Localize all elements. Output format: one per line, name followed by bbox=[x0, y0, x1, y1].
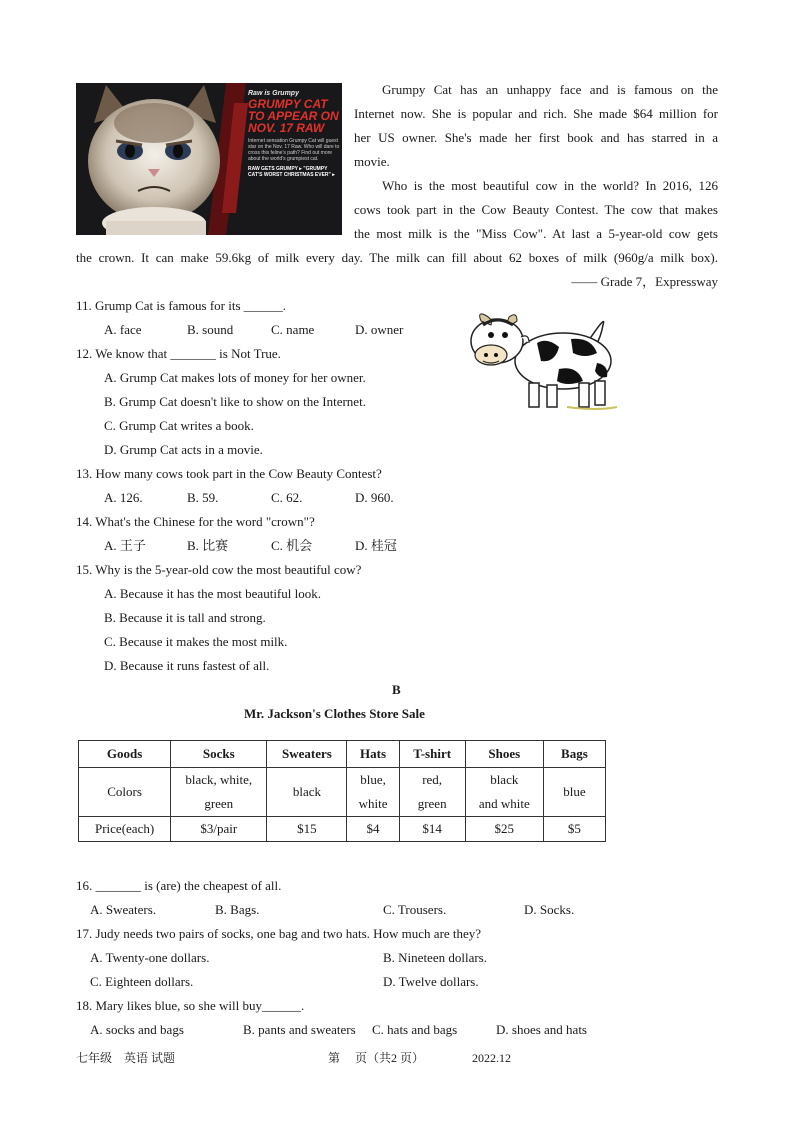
table-row-colors bbox=[79, 768, 606, 817]
question-17-option-b[interactable]: B. Nineteen dollars. bbox=[383, 950, 487, 965]
table-header-cell: Hats bbox=[347, 741, 399, 768]
question-16-option-c[interactable]: C. Trousers. bbox=[383, 902, 447, 917]
table-header-cell: Socks bbox=[171, 741, 267, 768]
cell-line: red, bbox=[422, 772, 443, 787]
poster-body: Internet sensation Grumpy Cat will guest star on the Nov. 17 Raw. Who will dare to cross this feline's path? Find out more about the world's grumpiest cat. bbox=[248, 138, 340, 162]
question-13-option-c[interactable]: C. 62. bbox=[271, 490, 303, 505]
table-cell: black bbox=[267, 768, 347, 817]
section-b-title: Mr. Jackson's Clothes Store Sale bbox=[244, 706, 425, 721]
clothes-price-table bbox=[78, 740, 606, 842]
question-13-stem: 13. How many cows took part in the Cow Beauty Contest? bbox=[76, 466, 382, 481]
cell-line: black bbox=[490, 772, 519, 787]
question-18-option-d[interactable]: D. shoes and hats bbox=[496, 1022, 587, 1037]
passage-line-4: movie. bbox=[354, 154, 390, 169]
cell-line: and white bbox=[478, 796, 530, 811]
table-cell bbox=[171, 768, 267, 817]
question-13-option-a[interactable]: A. 126. bbox=[104, 490, 143, 505]
table-header-cell: Sweaters bbox=[267, 741, 347, 768]
poster-kicker: Raw is Grumpy bbox=[248, 90, 299, 97]
poster-headline: GRUMPY CAT TO APPEAR ON NOV. 17 RAW bbox=[248, 97, 339, 135]
poster-tagline: RAW GETS GRUMPY ▸ "GRUMPY CAT'S WORST CHRISTMAS EVER" ▸ bbox=[248, 166, 335, 178]
question-14-option-d[interactable]: D. 桂冠 bbox=[355, 538, 397, 553]
table-cell: $15 bbox=[267, 817, 347, 842]
passage-line-1: Grumpy Cat has an unhappy face and is famous on the bbox=[382, 82, 718, 97]
question-14-option-c[interactable]: C. 机会 bbox=[271, 538, 313, 553]
cow-illustration bbox=[467, 303, 627, 415]
question-12-option-a[interactable]: A. Grump Cat makes lots of money for her owner. bbox=[104, 370, 366, 385]
cell-line: black, white, bbox=[185, 772, 253, 787]
question-13-option-d[interactable]: D. 960. bbox=[355, 490, 394, 505]
question-15-option-a[interactable]: A. Because it has the most beautiful look. bbox=[104, 586, 321, 601]
passage-line-2: Internet now. She is popular and rich. She made $64 million for bbox=[354, 106, 718, 121]
passage-line-7: the most milk is the "Miss Cow". At last a 5-year-old cow gets bbox=[354, 226, 718, 241]
table-cell bbox=[399, 768, 465, 817]
table-header-cell: Goods bbox=[79, 741, 171, 768]
grumpy-cat-image bbox=[76, 83, 342, 235]
question-15-stem: 15. Why is the 5-year-old cow the most beautiful cow? bbox=[76, 562, 362, 577]
table-cell bbox=[347, 768, 399, 817]
question-14-option-b[interactable]: B. 比赛 bbox=[187, 538, 229, 553]
question-15-option-c[interactable]: C. Because it makes the most milk. bbox=[104, 634, 288, 649]
question-16-stem: 16. _______ is (are) the cheapest of all. bbox=[76, 878, 282, 893]
question-18-option-b[interactable]: B. pants and sweaters bbox=[243, 1022, 356, 1037]
question-18-option-c[interactable]: C. hats and bags bbox=[372, 1022, 458, 1037]
table-cell: blue bbox=[543, 768, 605, 817]
table-cell: $5 bbox=[543, 817, 605, 842]
question-12-option-d[interactable]: D. Grump Cat acts in a movie. bbox=[104, 442, 263, 457]
table-cell bbox=[465, 768, 543, 817]
footer-date: 2022.12 bbox=[472, 1051, 511, 1065]
passage-line-5: Who is the most beautiful cow in the world? In 2016, 126 bbox=[382, 178, 718, 193]
question-11-option-a[interactable]: A. face bbox=[104, 322, 142, 337]
question-17-stem: 17. Judy needs two pairs of socks, one bag and two hats. How much are they? bbox=[76, 926, 482, 941]
table-header-cell: Shoes bbox=[465, 741, 543, 768]
question-11-option-d[interactable]: D. owner bbox=[355, 322, 404, 337]
question-11-stem: 11. Grump Cat is famous for its ______. bbox=[76, 298, 287, 313]
table-header-row bbox=[79, 741, 606, 768]
table-row-label: Price(each) bbox=[79, 817, 171, 842]
question-17-option-c[interactable]: C. Eighteen dollars. bbox=[90, 974, 194, 989]
question-18-stem: 18. Mary likes blue, so she will buy______. bbox=[76, 998, 305, 1013]
section-b-letter: B bbox=[392, 682, 401, 697]
table-row-price bbox=[79, 817, 606, 842]
table-cell: $3/pair bbox=[171, 817, 267, 842]
cell-line: green bbox=[417, 796, 447, 811]
table-row-label: Colors bbox=[79, 768, 171, 817]
table-cell: $25 bbox=[465, 817, 543, 842]
question-11-option-b[interactable]: B. sound bbox=[187, 322, 234, 337]
question-16-option-b[interactable]: B. Bags. bbox=[215, 902, 260, 917]
passage-source: —— Grade 7，Expressway bbox=[571, 274, 718, 289]
cell-line: blue, bbox=[360, 772, 386, 787]
cell-line: white bbox=[358, 796, 388, 811]
passage-line-6: cows took part in the Cow Beauty Contest. The cow that makes bbox=[354, 202, 718, 217]
passage-line-3: her US owner. She's made her first book and has starred in a bbox=[354, 130, 718, 145]
passage-line-8: the crown. It can make 59.6kg of milk every day. The milk can fill about 62 boxes of milk (960g/a milk box). bbox=[76, 250, 718, 265]
footer-page-number: 第 页（共2 页） bbox=[328, 1051, 425, 1065]
question-12-stem: 12. We know that _______ is Not True. bbox=[76, 346, 281, 361]
question-15-option-b[interactable]: B. Because it is tall and strong. bbox=[104, 610, 266, 625]
question-13-option-b[interactable]: B. 59. bbox=[187, 490, 219, 505]
question-15-option-d[interactable]: D. Because it runs fastest of all. bbox=[104, 658, 270, 673]
question-17-option-d[interactable]: D. Twelve dollars. bbox=[383, 974, 479, 989]
question-14-stem: 14. What's the Chinese for the word "crown"? bbox=[76, 514, 315, 529]
cell-line: green bbox=[204, 796, 234, 811]
question-16-option-a[interactable]: A. Sweaters. bbox=[90, 902, 157, 917]
table-header-cell: Bags bbox=[543, 741, 605, 768]
raw-poster bbox=[248, 89, 340, 178]
question-12-option-c[interactable]: C. Grump Cat writes a book. bbox=[104, 418, 254, 433]
footer-subject: 七年级 英语 试题 bbox=[76, 1051, 176, 1065]
question-17-option-a[interactable]: A. Twenty-one dollars. bbox=[90, 950, 210, 965]
question-11-option-c[interactable]: C. name bbox=[271, 322, 315, 337]
question-12-option-b[interactable]: B. Grump Cat doesn't like to show on the Internet. bbox=[104, 394, 366, 409]
table-header-cell: T-shirt bbox=[399, 741, 465, 768]
question-16-option-d[interactable]: D. Socks. bbox=[524, 902, 575, 917]
question-14-option-a[interactable]: A. 王子 bbox=[104, 538, 146, 553]
table-cell: $14 bbox=[399, 817, 465, 842]
table-cell: $4 bbox=[347, 817, 399, 842]
question-18-option-a[interactable]: A. socks and bags bbox=[90, 1022, 184, 1037]
